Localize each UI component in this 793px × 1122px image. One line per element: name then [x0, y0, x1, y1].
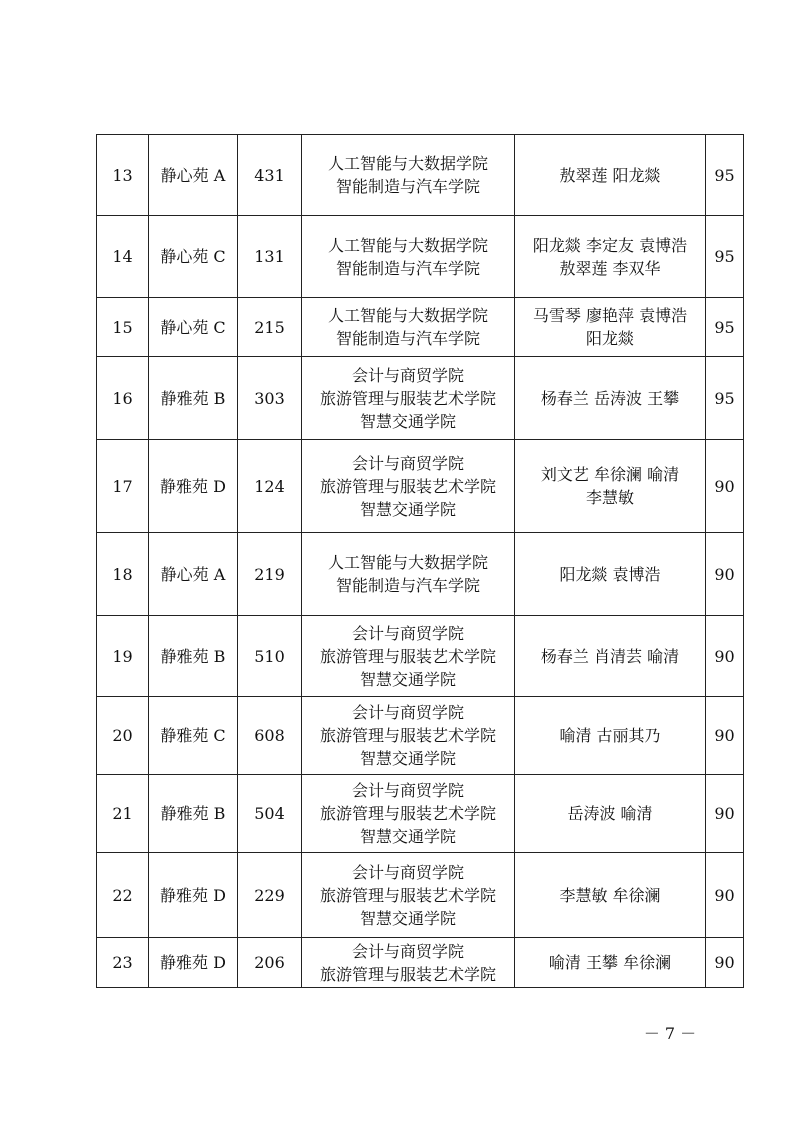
building-cell: 静雅苑 D [149, 440, 238, 533]
staff-line: 阳龙燚 李定友 袁博浩 [532, 235, 688, 255]
staff-line: 喻清 古丽其乃 [559, 726, 661, 745]
table-row [97, 853, 744, 938]
staff-cell [515, 357, 706, 440]
building-cell: 静雅苑 B [149, 775, 238, 853]
staff-line: 马雪琴 廖艳萍 袁博浩 [532, 306, 688, 325]
college-cell [302, 616, 515, 697]
college-line: 人工智能与大数据学院 [327, 235, 488, 255]
building-cell: 静雅苑 B [149, 616, 238, 697]
score-cell: 90 [706, 616, 744, 697]
table-row [97, 533, 744, 616]
staff-line: 杨春兰 肖清芸 喻清 [540, 646, 680, 666]
staff-line: 敖翠莲 李双华 [559, 258, 661, 278]
staff-line: 敖翠莲 阳龙燚 [559, 165, 661, 185]
row-number-cell: 13 [97, 135, 149, 216]
room-cell: 124 [238, 440, 302, 533]
score-cell: 90 [706, 938, 744, 988]
college-line: 旅游管理与服装艺术学院 [319, 646, 496, 666]
table-row [97, 616, 744, 697]
college-line: 旅游管理与服装艺术学院 [319, 388, 496, 408]
college-cell [302, 775, 515, 853]
room-cell: 219 [238, 533, 302, 616]
table-row [97, 135, 744, 216]
college-line: 人工智能与大数据学院 [327, 306, 488, 325]
staff-cell [515, 775, 706, 853]
college-line: 会计与商贸学院 [351, 941, 464, 961]
staff-line: 李慧敏 牟徐澜 [559, 885, 661, 905]
building-cell: 静雅苑 D [149, 853, 238, 938]
college-cell [302, 135, 515, 216]
college-line: 智慧交通学院 [359, 908, 456, 928]
college-cell [302, 216, 515, 298]
staff-line: 喻清 王攀 牟徐澜 [548, 953, 672, 972]
room-cell: 215 [238, 298, 302, 357]
building-cell: 静雅苑 B [149, 357, 238, 440]
building-cell: 静心苑 A [149, 533, 238, 616]
row-number-cell: 20 [97, 697, 149, 775]
score-cell: 95 [706, 298, 744, 357]
row-number-cell: 17 [97, 440, 149, 533]
row-number-cell: 19 [97, 616, 149, 697]
room-cell: 303 [238, 357, 302, 440]
college-line: 人工智能与大数据学院 [327, 154, 488, 173]
building-cell: 静心苑 C [149, 298, 238, 357]
table-row [97, 938, 744, 988]
row-number-cell: 16 [97, 357, 149, 440]
room-cell: 608 [238, 697, 302, 775]
row-number-cell: 15 [97, 298, 149, 357]
college-cell [302, 697, 515, 775]
score-cell: 95 [706, 135, 744, 216]
college-cell [302, 533, 515, 616]
staff-cell [515, 938, 706, 988]
staff-line: 刘文艺 牟徐澜 喻清 [540, 465, 680, 484]
college-cell [302, 298, 515, 357]
building-cell: 静雅苑 C [149, 697, 238, 775]
college-cell [302, 938, 515, 988]
room-cell: 206 [238, 938, 302, 988]
table-row [97, 357, 744, 440]
building-cell: 静心苑 A [149, 135, 238, 216]
staff-line: 李慧敏 [585, 488, 634, 507]
college-line: 智慧交通学院 [359, 669, 456, 689]
inspection-results-table [96, 134, 744, 988]
staff-cell [515, 616, 706, 697]
staff-cell [515, 697, 706, 775]
room-cell: 431 [238, 135, 302, 216]
staff-line: 阳龙燚 [585, 329, 634, 348]
college-line: 会计与商贸学院 [351, 453, 464, 473]
staff-line: 阳龙燚 袁博浩 [559, 564, 661, 584]
college-line: 人工智能与大数据学院 [327, 553, 488, 572]
college-line: 智能制造与汽车学院 [335, 576, 480, 595]
table-row [97, 775, 744, 853]
table-row [97, 440, 744, 533]
college-line: 旅游管理与服装艺术学院 [319, 726, 496, 745]
score-cell: 90 [706, 853, 744, 938]
staff-line: 杨春兰 岳涛波 王攀 [540, 388, 680, 408]
college-cell [302, 357, 515, 440]
score-cell: 95 [706, 357, 744, 440]
college-cell [302, 440, 515, 533]
college-line: 会计与商贸学院 [351, 623, 464, 643]
college-line: 旅游管理与服装艺术学院 [319, 964, 496, 984]
staff-cell [515, 135, 706, 216]
college-line: 智能制造与汽车学院 [335, 177, 480, 196]
row-number-cell: 18 [97, 533, 149, 616]
table-body [97, 135, 744, 988]
table-row [97, 697, 744, 775]
college-line: 智能制造与汽车学院 [335, 258, 480, 278]
staff-cell [515, 853, 706, 938]
college-line: 旅游管理与服装艺术学院 [319, 804, 496, 823]
room-cell: 504 [238, 775, 302, 853]
college-line: 会计与商贸学院 [351, 781, 464, 800]
score-cell: 90 [706, 533, 744, 616]
page-number: － 7 － [643, 1024, 697, 1043]
table-row [97, 298, 744, 357]
college-line: 会计与商贸学院 [351, 365, 464, 385]
row-number-cell: 23 [97, 938, 149, 988]
row-number-cell: 22 [97, 853, 149, 938]
room-cell: 229 [238, 853, 302, 938]
building-cell: 静雅苑 D [149, 938, 238, 988]
building-cell: 静心苑 C [149, 216, 238, 298]
room-cell: 131 [238, 216, 302, 298]
staff-cell [515, 440, 706, 533]
room-cell: 510 [238, 616, 302, 697]
table-row [97, 216, 744, 298]
college-line: 旅游管理与服装艺术学院 [319, 885, 496, 905]
score-cell: 90 [706, 775, 744, 853]
college-line: 智慧交通学院 [359, 827, 456, 846]
staff-cell [515, 216, 706, 298]
college-line: 智慧交通学院 [359, 499, 456, 519]
row-number-cell: 21 [97, 775, 149, 853]
staff-cell [515, 533, 706, 616]
college-line: 旅游管理与服装艺术学院 [319, 476, 496, 496]
score-cell: 90 [706, 697, 744, 775]
staff-cell [515, 298, 706, 357]
college-cell [302, 853, 515, 938]
row-number-cell: 14 [97, 216, 149, 298]
college-line: 智慧交通学院 [359, 749, 456, 768]
college-line: 智能制造与汽车学院 [335, 329, 480, 348]
score-cell: 90 [706, 440, 744, 533]
college-line: 智慧交通学院 [359, 411, 456, 431]
college-line: 会计与商贸学院 [351, 703, 464, 722]
staff-line: 岳涛波 喻清 [567, 804, 653, 823]
college-line: 会计与商贸学院 [351, 862, 464, 882]
score-cell: 95 [706, 216, 744, 298]
